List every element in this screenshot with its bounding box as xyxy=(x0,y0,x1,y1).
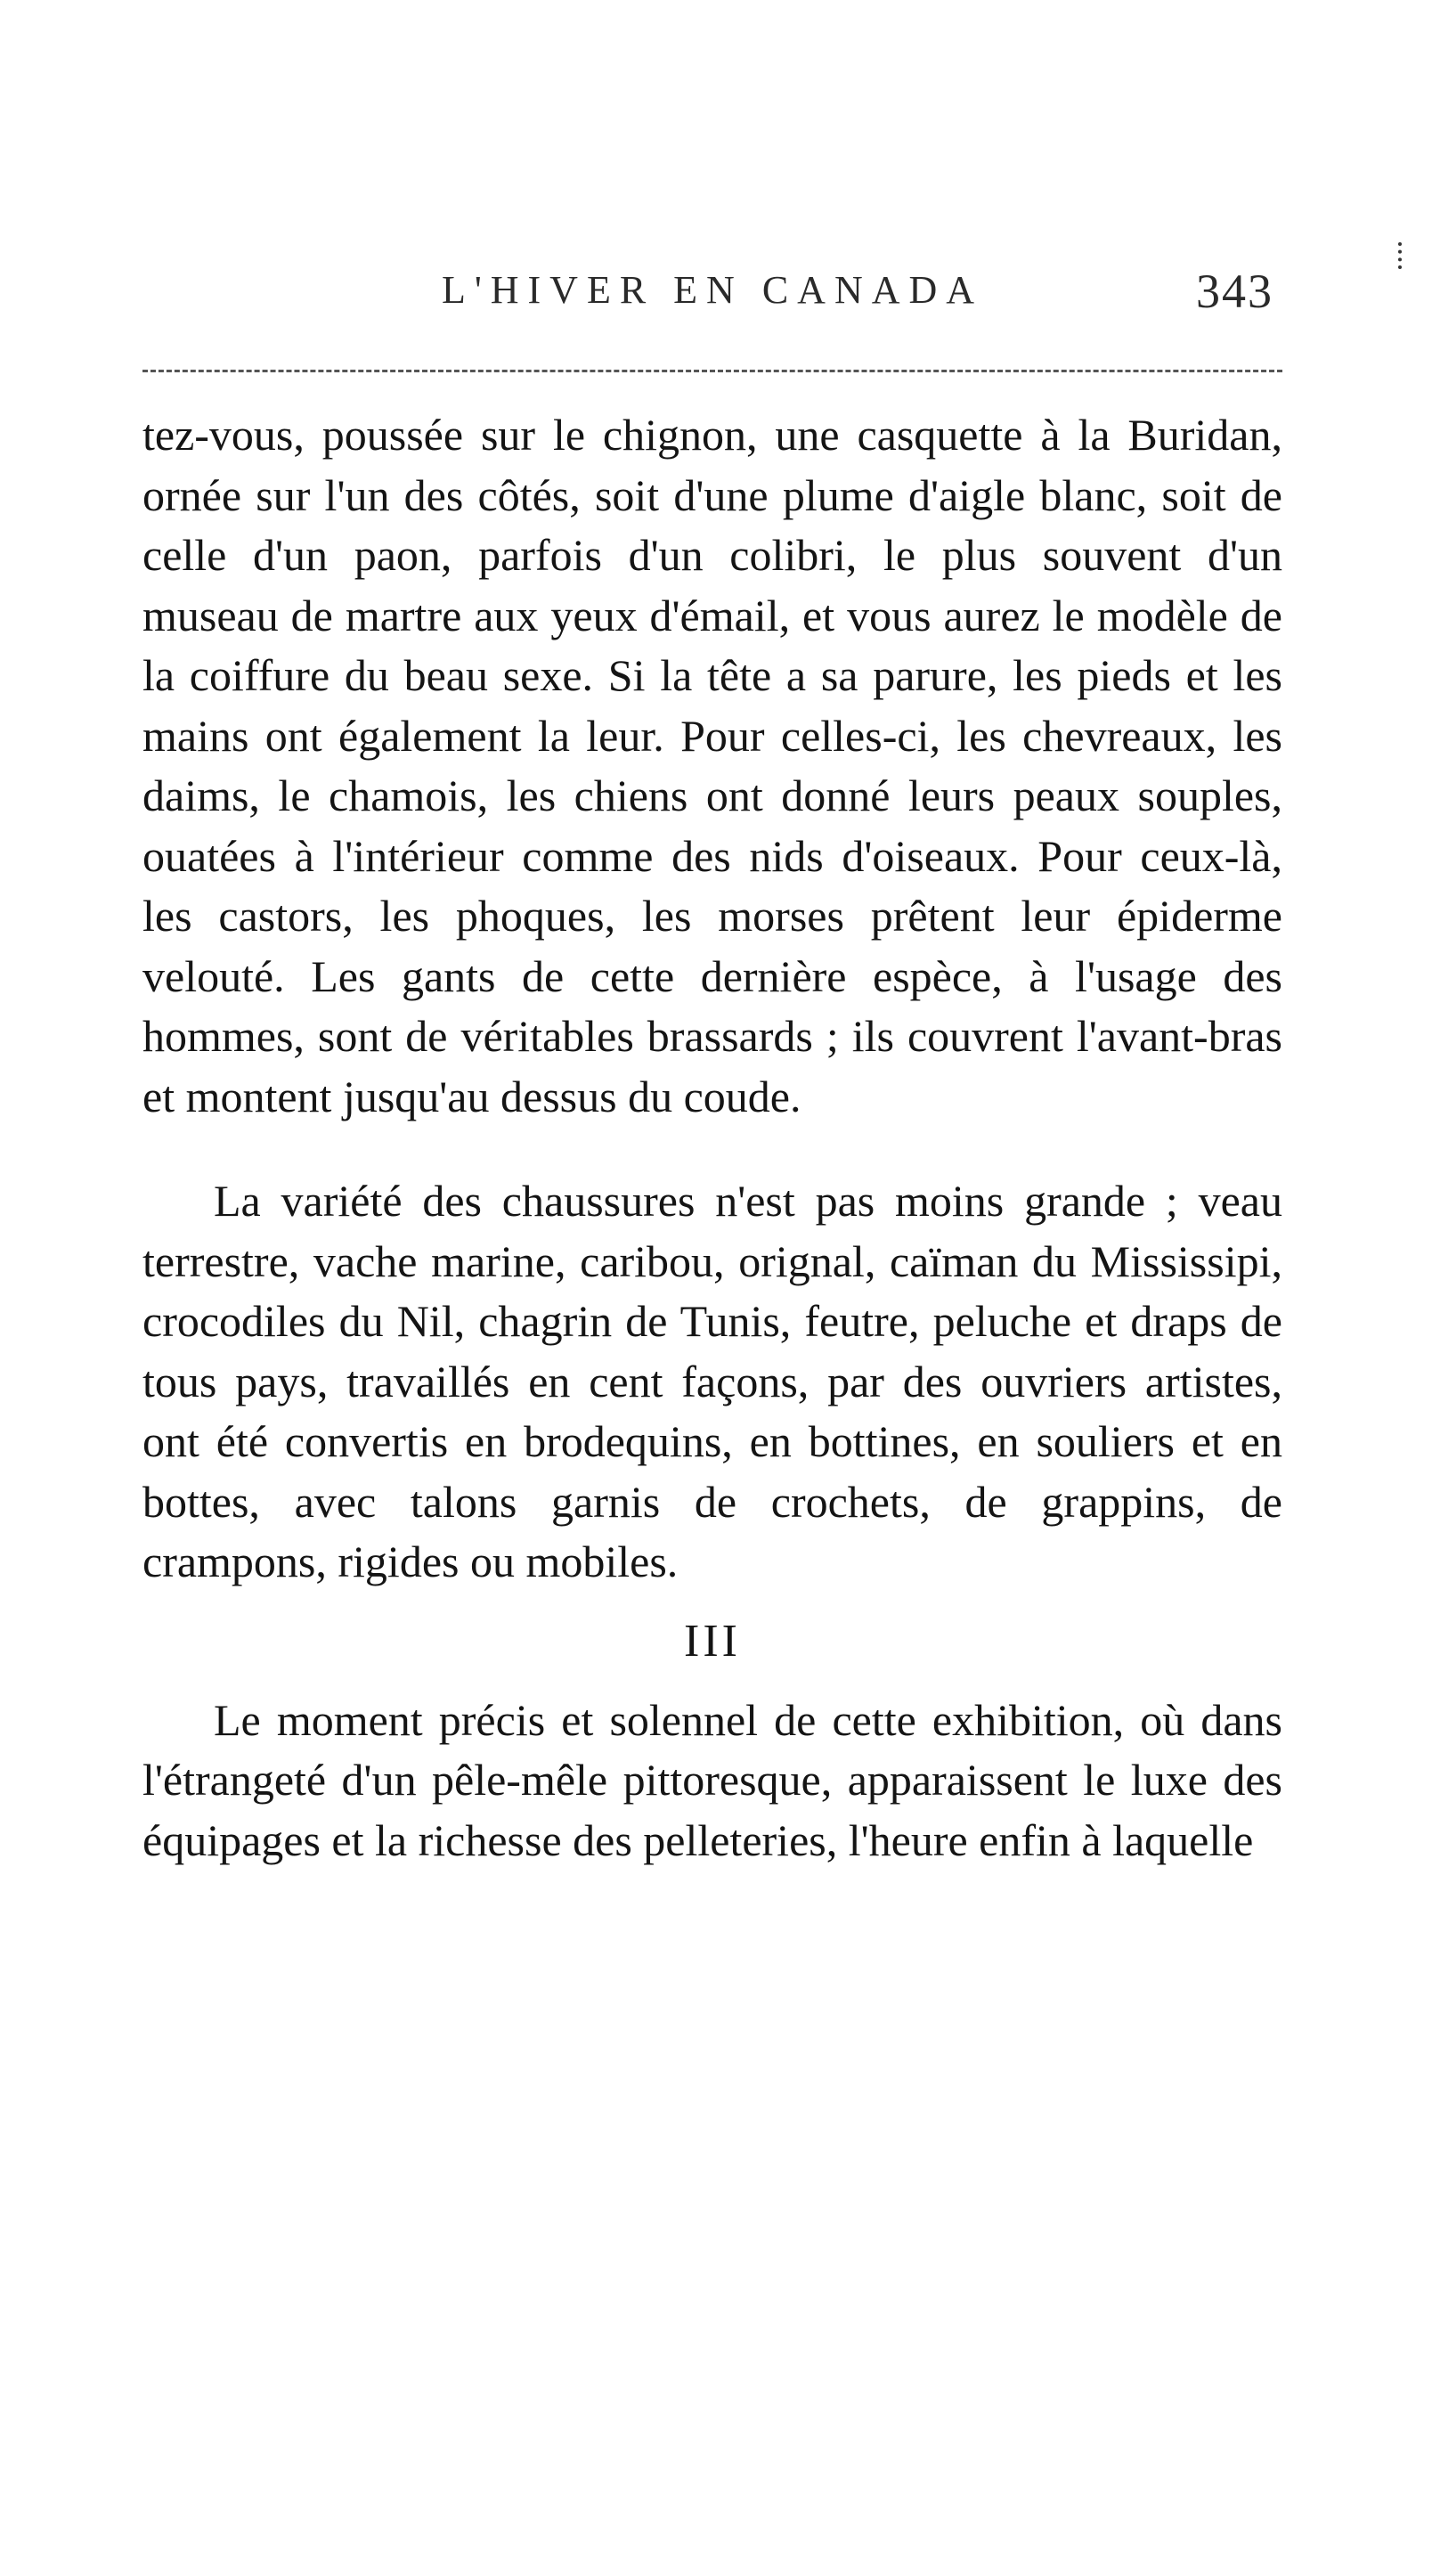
paragraph-chaussures: La variété des chaussures n'est pas moins grande ; veau terrestre, vache marine, caribou, orignal, caïman du Mississipi, crocodiles du Nil, chagrin de Tunis, feutre, peluche et draps de tous pays, travaillés en cent façons, par des ouvriers artistes, ont été convertis en brodequins, en bottines, en souliers et en bottes, avec talons garnis de crochets, de grappins, de crampons, rigides ou mobiles. xyxy=(142,1176,1282,1586)
paragraph-continued: tez-vous, poussée sur le chignon, une casquette à la Buridan, ornée sur l'un des côtés, soit d'une plume d'aigle blanc, soit de celle d'un paon, parfois d'un colibri, le plus souvent d'un museau de martre aux yeux d'émail, et vous aurez le modèle de la coiffure du beau sexe. Si la tête a sa parure, les pieds et les mains ont également la leur. Pour celles-ci, les chevreaux, les daims, le chamois, les chiens ont donné leurs peaux souples, ouatées à l'intérieur comme des nids d'oiseaux. Pour ceux-là, les castors, les phoques, les morses prêtent leur épiderme velouté. Les gants de cette dernière espèce, à l'usage des hommes, sont de véritables brassards ; ils couvrent l'avant-bras et montent jusqu'au dessus du coude. xyxy=(142,410,1282,1121)
body-text xyxy=(142,405,1282,1871)
paragraph-gap xyxy=(142,1127,1282,1171)
running-title: L'HIVER EN CANADA xyxy=(441,268,984,312)
paragraph-moment: Le moment précis et solennel de cette exhibition, où dans l'étrangeté d'un pêle-mêle pittoresque, apparaissent le luxe des équipages et la richesse des pelleteries, l'heure enfin à laquelle xyxy=(142,1694,1282,1865)
header-rule xyxy=(142,370,1282,372)
page-number: 343 xyxy=(1196,265,1273,318)
section-heading: III xyxy=(684,1615,741,1667)
running-head xyxy=(142,267,1282,330)
margin-mark xyxy=(1398,242,1405,269)
